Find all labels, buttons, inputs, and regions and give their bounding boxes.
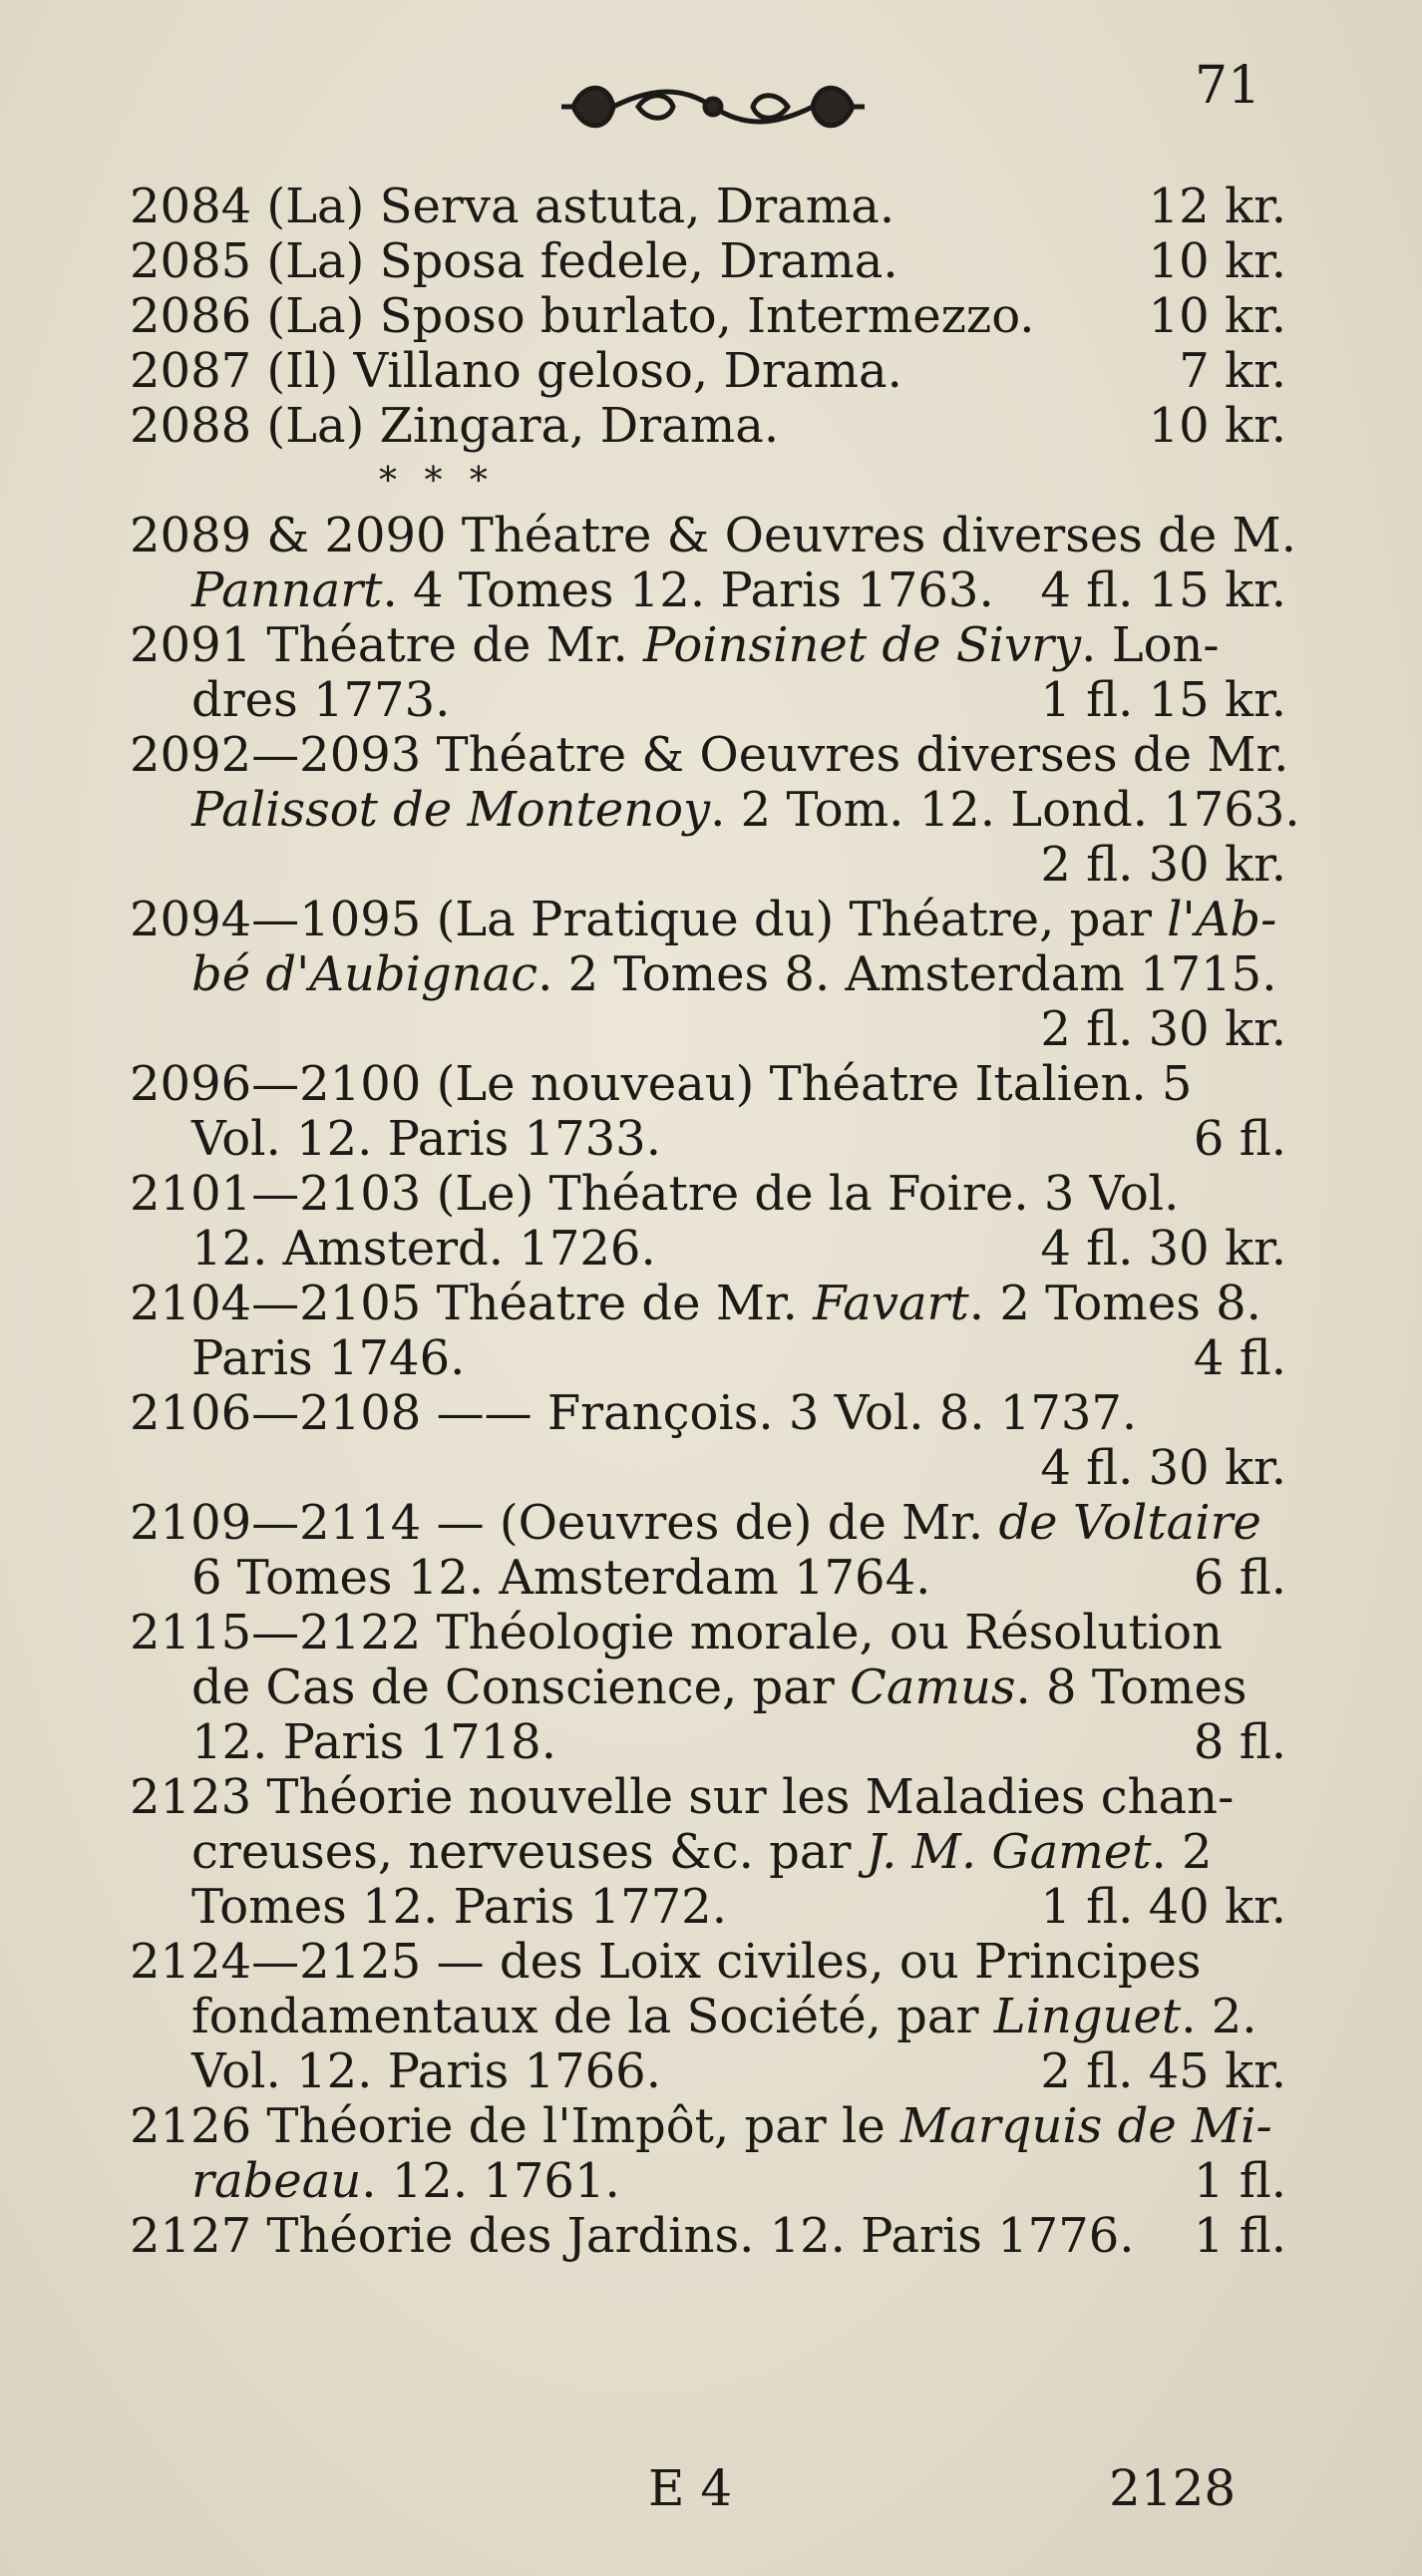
- catalogue-line: [130, 1935, 1286, 1990]
- entry-text: (Le) Théatre de la Foire. 3 Vol.: [436, 1166, 1180, 1222]
- catalogue-line: [130, 1770, 1286, 1825]
- catalogue-line: [130, 2154, 1286, 2209]
- catalogue-line: [130, 1715, 1286, 1770]
- catalogue-line: [130, 1551, 1286, 1606]
- entry-number: 2092—2093: [130, 727, 437, 783]
- catalogue-line: [130, 782, 1300, 838]
- entry-text: . 4 Tomes 12. Paris 1763.: [382, 562, 994, 618]
- entry-number: 2124—2125: [130, 1934, 437, 1990]
- catalogue-line: [130, 1606, 1286, 1660]
- catalogue-line: [130, 2209, 1286, 2264]
- italic-text: bé d'Aubignac: [191, 946, 538, 1002]
- catalogue-line: [130, 1660, 1286, 1715]
- entry-text: (La Pratique du) Théatre, par: [436, 892, 1168, 947]
- entry-number: 2088: [130, 398, 267, 454]
- entry-price: 2 fl. 30 kr.: [1040, 837, 1286, 893]
- entry-text: fondamentaux de la Société, par: [191, 1989, 994, 2044]
- entry-price: 1 fl. 15 kr.: [1040, 672, 1286, 728]
- entry-number: 2086: [130, 288, 267, 344]
- entry-text: Théatre de Mr.: [266, 617, 643, 673]
- entry-text: . 8 Tomes: [1015, 1659, 1247, 1715]
- entry-text: Vol. 12. Paris 1766.: [191, 2043, 661, 2099]
- entry-price: 1 fl.: [1193, 2153, 1286, 2209]
- entry-price: 2 fl. 45 kr.: [1040, 2043, 1286, 2099]
- catalogue-line: [130, 1222, 1286, 1277]
- entry-number: 2094—1095: [130, 892, 437, 947]
- entry-text: (Il) Villano geloso, Drama.: [266, 343, 902, 399]
- catalogue-line: [130, 1167, 1286, 1222]
- entry-text: 6 Tomes 12. Amsterdam 1764.: [191, 1550, 931, 1606]
- catalogue-line: [130, 1496, 1286, 1551]
- entry-text: — (Oeuvres de) de Mr.: [436, 1495, 999, 1551]
- catchword: 2128: [1109, 2459, 1237, 2517]
- catalogue-line: [130, 1002, 1286, 1057]
- entry-text: — des Loix civiles, ou Principes: [436, 1934, 1202, 1990]
- entry-text: Théorie de l'Impôt, par le: [266, 2098, 901, 2154]
- entry-text: (La) Zingara, Drama.: [266, 398, 780, 454]
- entry-number: 2109—2114: [130, 1495, 437, 1551]
- entry-number: 2104—2105: [130, 1276, 437, 1331]
- entry-number: 2091: [130, 617, 267, 673]
- catalogue-line: [130, 289, 1286, 344]
- entry-number: 2089 & 2090: [130, 508, 462, 563]
- entry-text: Théatre & Oeuvres diverses de Mr.: [436, 727, 1289, 783]
- entry-price: 2 fl. 30 kr.: [1040, 1001, 1286, 1057]
- entry-text: creuses, nerveuses &c. par: [191, 1824, 867, 1880]
- italic-text: Linguet: [993, 1989, 1182, 2044]
- entry-text: de Cas de Conscience, par: [191, 1659, 851, 1715]
- entry-text: . 2 Tomes 8. Amsterdam 1715.: [537, 946, 1277, 1002]
- italic-text: l'Ab-: [1167, 892, 1277, 947]
- entry-text: dres 1773.: [191, 672, 451, 728]
- catalogue-line: [130, 1386, 1286, 1441]
- entry-number: 2106—2108: [130, 1385, 437, 1441]
- entry-text: Théatre & Oeuvres diverses de M.: [461, 508, 1296, 563]
- entry-price: 4 fl. 30 kr.: [1040, 1440, 1286, 1496]
- entry-number: 2127: [130, 2208, 267, 2264]
- entry-price: 10 kr.: [1148, 398, 1286, 454]
- page-number: 71: [1195, 56, 1261, 116]
- catalogue-line: [130, 1057, 1286, 1112]
- entry-text: (La) Sposa fedele, Drama.: [266, 233, 898, 289]
- italic-text: rabeau: [191, 2153, 362, 2209]
- entry-price: 1 fl.: [1193, 2208, 1286, 2264]
- entry-price: 7 kr.: [1179, 343, 1286, 399]
- entry-number: 2084: [130, 179, 267, 234]
- italic-text: Pannart: [191, 562, 383, 618]
- catalogue-line: [130, 1441, 1286, 1496]
- catalogue-line: [130, 618, 1286, 673]
- italic-text: J. M. Gamet: [866, 1824, 1152, 1880]
- catalogue-line: [130, 1825, 1286, 1880]
- catalogue-line: [130, 673, 1286, 728]
- catalogue-line: [130, 1112, 1286, 1167]
- entry-text: (Le nouveau) Théatre Italien. 5: [436, 1056, 1193, 1112]
- ornament-flourish-icon: [543, 62, 883, 152]
- entry-text: Tomes 12. Paris 1772.: [191, 1879, 727, 1935]
- catalogue-line: [130, 2099, 1286, 2154]
- entry-price: 4 fl.: [1193, 1330, 1286, 1386]
- entry-text: . 2 Tomes 8.: [968, 1276, 1261, 1331]
- entry-number: 2096—2100: [130, 1056, 437, 1112]
- entry-price: 4 fl. 30 kr.: [1040, 1221, 1286, 1277]
- catalogue-entries: [130, 179, 1300, 2264]
- entry-number: 2085: [130, 233, 267, 289]
- entry-price: 12 kr.: [1148, 179, 1286, 234]
- entry-text: 12. Amsterd. 1726.: [191, 1221, 656, 1277]
- entry-price: 6 fl.: [1193, 1111, 1286, 1167]
- entry-number: 2123: [130, 1769, 267, 1825]
- catalogue-line: [130, 2044, 1286, 2099]
- catalogue-line: [130, 1990, 1286, 2044]
- entry-text: . 2.: [1181, 1989, 1257, 2044]
- entry-price: 4 fl. 15 kr.: [1040, 562, 1286, 618]
- entry-number: 2087: [130, 343, 267, 399]
- catalogue-line: [130, 947, 1286, 1002]
- entry-text: Théorie des Jardins. 12. Paris 1776.: [266, 2208, 1135, 2264]
- entry-text: Paris 1746.: [191, 1330, 466, 1386]
- catalogue-line: [130, 563, 1286, 618]
- entry-text: (La) Sposo burlato, Intermezzo.: [266, 288, 1035, 344]
- asterism-separator: [130, 454, 1286, 509]
- entry-text: Théologie morale, ou Résolution: [436, 1605, 1223, 1660]
- entry-price: 10 kr.: [1148, 233, 1286, 289]
- entry-number: 2115—2122: [130, 1605, 437, 1660]
- entry-text: . 12. 1761.: [361, 2153, 620, 2209]
- italic-text: Camus: [850, 1659, 1016, 1715]
- catalogue-line: [130, 180, 1286, 234]
- entry-text: Vol. 12. Paris 1733.: [191, 1111, 661, 1167]
- entry-text: (La) Serva astuta, Drama.: [266, 179, 895, 234]
- catalogue-line: [130, 1880, 1286, 1935]
- entry-text: Théatre de Mr.: [436, 1276, 814, 1331]
- entry-text: . 2 Tom. 12. Lond. 1763.: [710, 782, 1300, 838]
- signature-mark: E 4: [648, 2459, 733, 2517]
- catalogue-line: [130, 234, 1286, 289]
- catalogue-line: [130, 399, 1286, 454]
- entry-number: 2101—2103: [130, 1166, 437, 1222]
- catalogue-line: [130, 508, 1296, 563]
- entry-text: . 2: [1151, 1824, 1213, 1880]
- entry-text: . Lon-: [1081, 617, 1220, 673]
- italic-text: Marquis de Mi-: [900, 2098, 1272, 2154]
- catalogue-line: [130, 344, 1286, 399]
- entry-price: 6 fl.: [1193, 1550, 1286, 1606]
- catalogue-line: [130, 727, 1289, 783]
- catalogue-line: [130, 893, 1286, 947]
- italic-text: Favart: [813, 1276, 969, 1331]
- italic-text: de Voltaire: [998, 1495, 1261, 1551]
- catalogue-line: [130, 1277, 1286, 1331]
- asterism: * * *: [379, 461, 496, 502]
- catalogue-line: [130, 1331, 1286, 1386]
- italic-text: Poinsinet de Sivry: [643, 617, 1082, 673]
- entry-price: 10 kr.: [1148, 288, 1286, 344]
- catalogue-line: [130, 838, 1286, 893]
- entry-text: —— François. 3 Vol. 8. 1737.: [436, 1385, 1138, 1441]
- entry-number: 2126: [130, 2098, 267, 2154]
- italic-text: Palissot de Montenoy: [191, 782, 711, 838]
- entry-price: 8 fl.: [1193, 1714, 1286, 1770]
- entry-text: Théorie nouvelle sur les Maladies chan-: [266, 1769, 1235, 1825]
- entry-text: 12. Paris 1718.: [191, 1714, 556, 1770]
- entry-price: 1 fl. 40 kr.: [1040, 1879, 1286, 1935]
